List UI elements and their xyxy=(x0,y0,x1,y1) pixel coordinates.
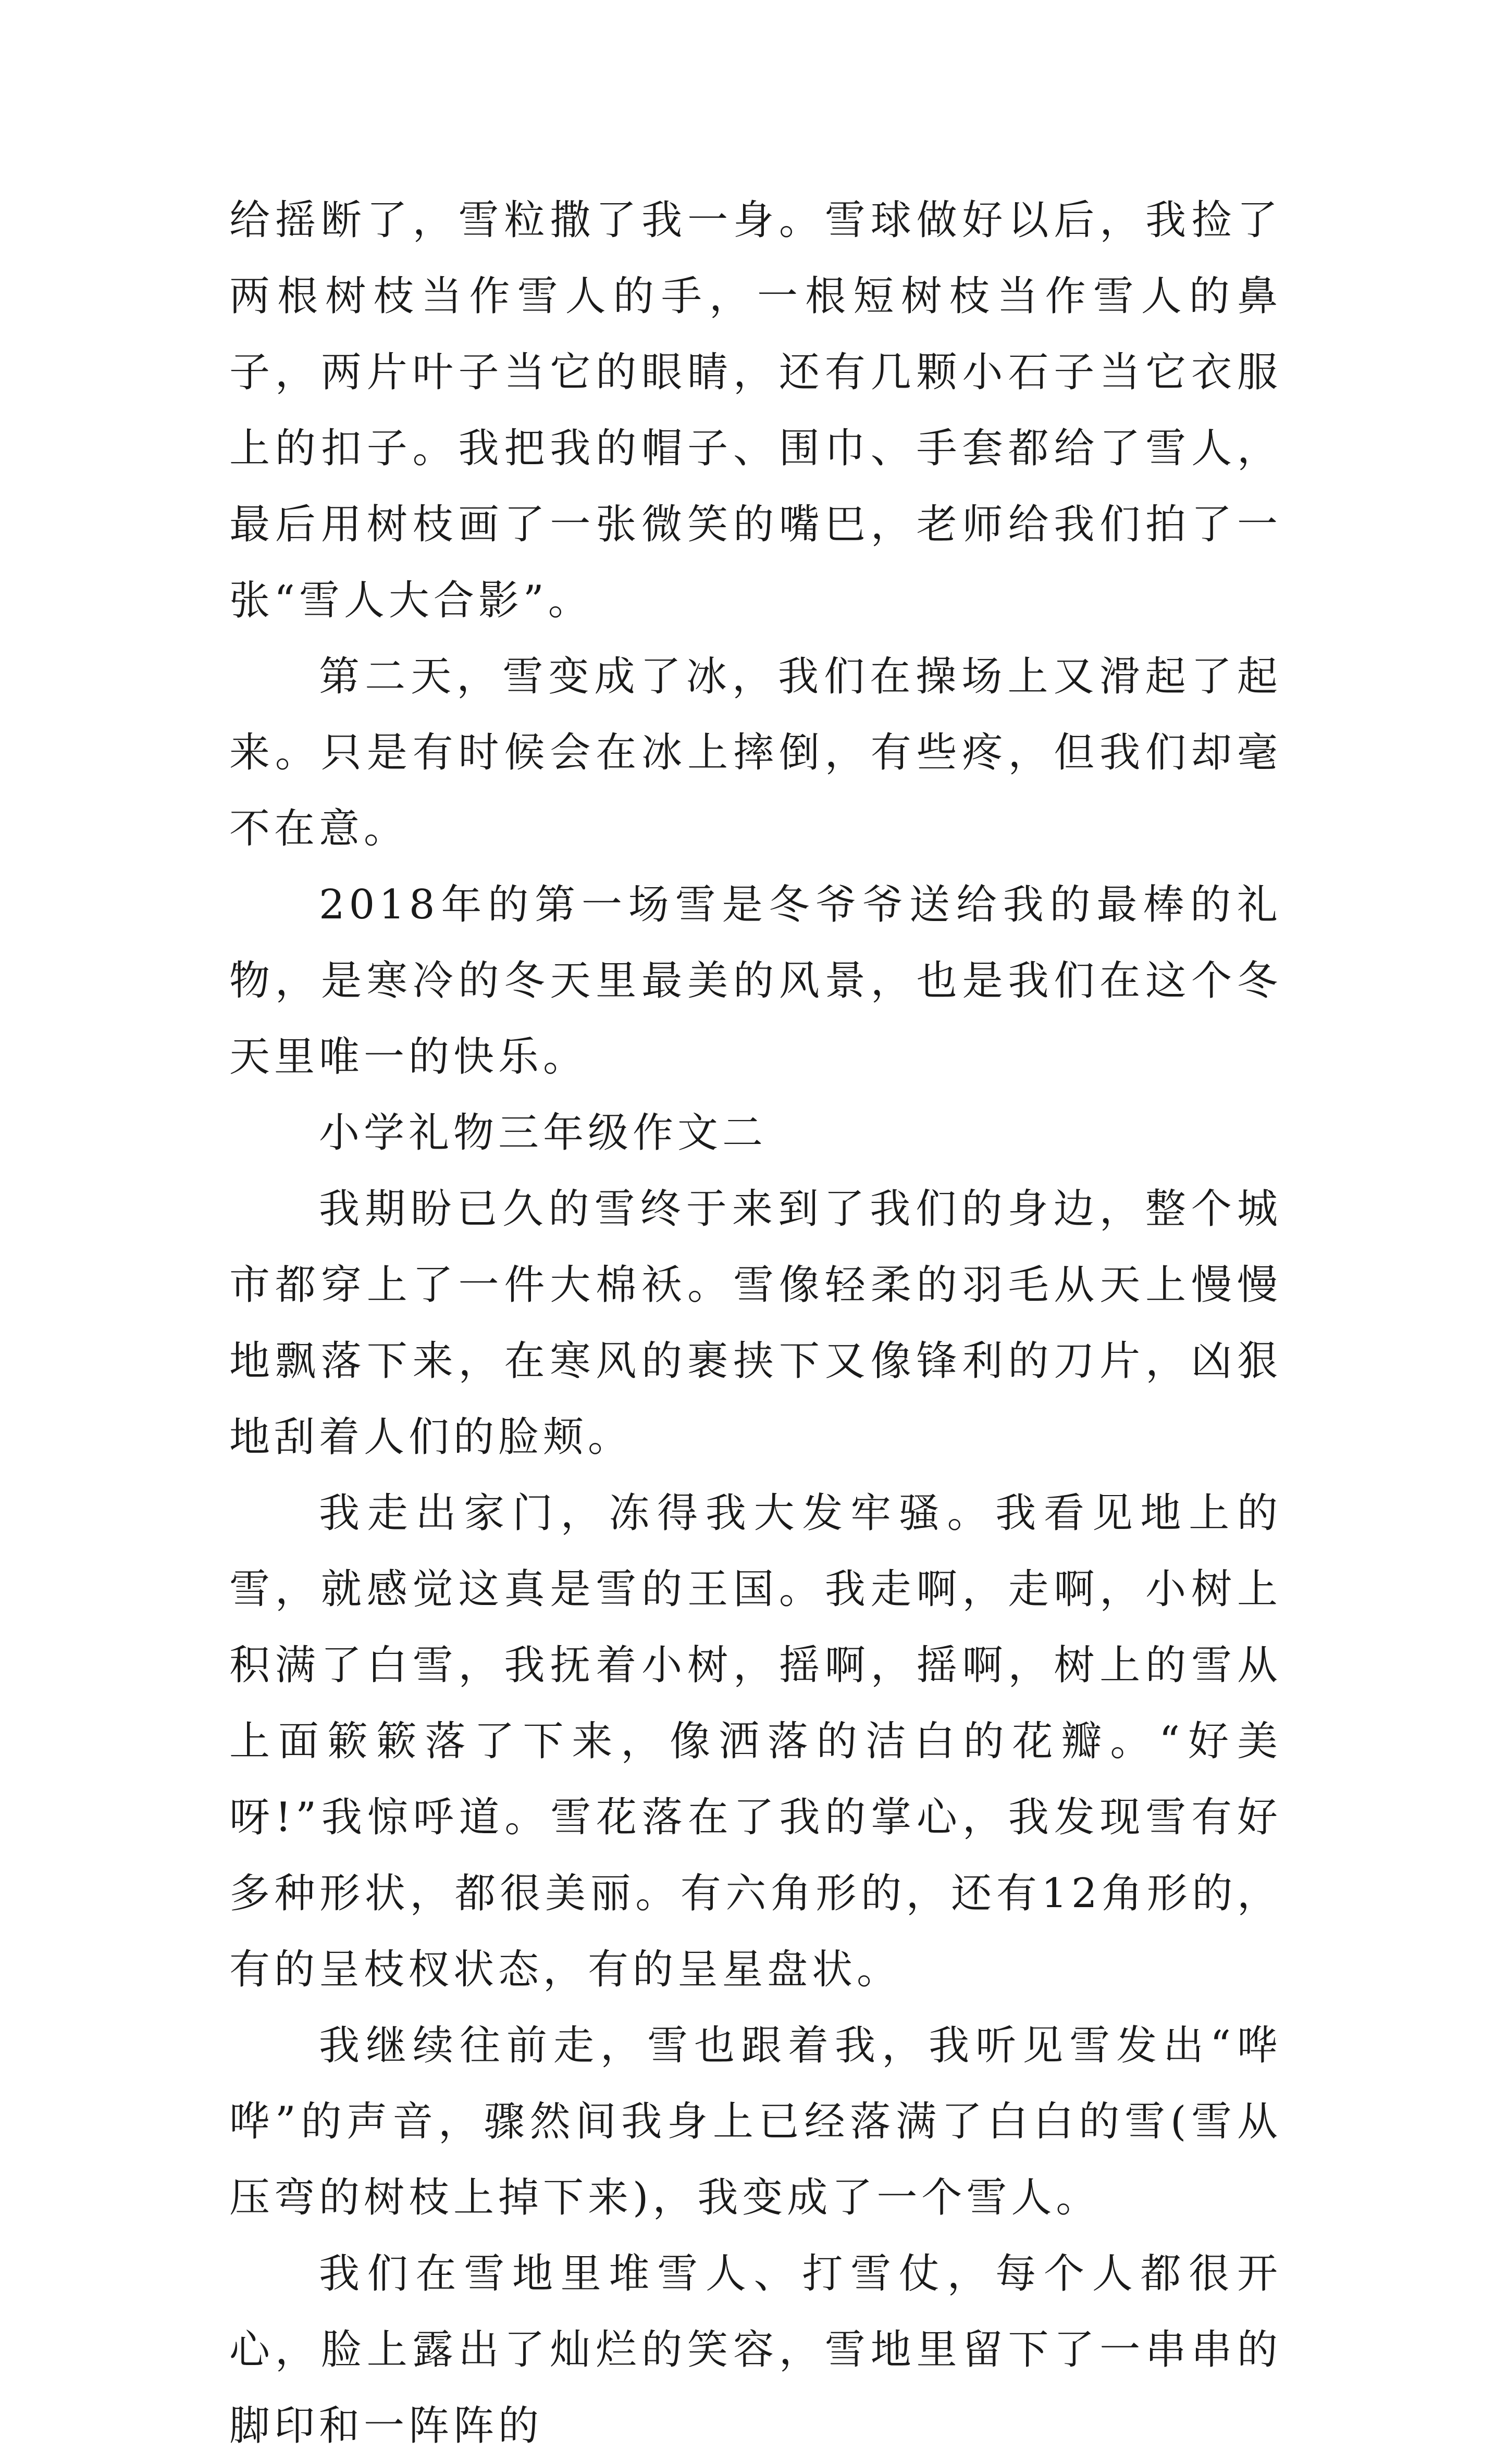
paragraph: 我走出家门，冻得我大发牢骚。我看见地上的雪，就感觉这真是雪的王国。我走啊，走啊，小树上积满了白雪，我抚着小树，摇啊，摇啊，树上的雪从上面簌簌落了下来，像洒落的洁白的花瓣。“好美呀!”我惊呼道。雪花落在了我的掌心，我发现雪有好多种形状，都很美丽。有六角形的，还有12角形的，有的呈枝杈状态，有的呈星盘状。 xyxy=(229,1490,1282,1993)
paragraph-continued: 给摇断了，雪粒撒了我一身。雪球做好以后，我捡了两根树枝当作雪人的手，一根短树枝当作雪人的鼻子，两片叶子当它的眼睛，还有几颗小石子当它衣服上的扣子。我把我的帽子、围巾、手套都给了雪人，最后用树枝画了一张微笑的嘴巴，老师给我们拍了一张“雪人大合影”。 xyxy=(229,197,1282,624)
paragraph: 2018年的第一场雪是冬爷爷送给我的最棒的礼物，是寒冷的冬天里最美的风景，也是我们在这个冬天里唯一的快乐。 xyxy=(229,881,1282,1080)
paragraph: 我继续往前走，雪也跟着我，我听见雪发出“哗哗”的声音，骤然间我身上已经落满了白白的雪(雪从压弯的树枝上掉下来)，我变成了一个雪人。 xyxy=(229,2022,1282,2221)
paragraph: 第二天，雪变成了冰，我们在操场上又滑起了起来。只是有时候会在冰上摔倒，有些疼，但我们却毫不在意。 xyxy=(229,653,1282,852)
document-body xyxy=(229,182,1282,2464)
section-heading: 小学礼物三年级作文二 xyxy=(319,1110,768,1156)
paragraph: 我们在雪地里堆雪人、打雪仗，每个人都很开心，脸上露出了灿烂的笑容，雪地里留下了一串串的脚印和一阵阵的 xyxy=(229,2250,1282,2449)
paragraph: 我期盼已久的雪终于来到了我们的身边，整个城市都穿上了一件大棉袄。雪像轻柔的羽毛从天上慢慢地飘落下来，在寒风的裹挟下又像锋利的刀片，凶狠地刮着人们的脸颊。 xyxy=(229,1186,1282,1461)
